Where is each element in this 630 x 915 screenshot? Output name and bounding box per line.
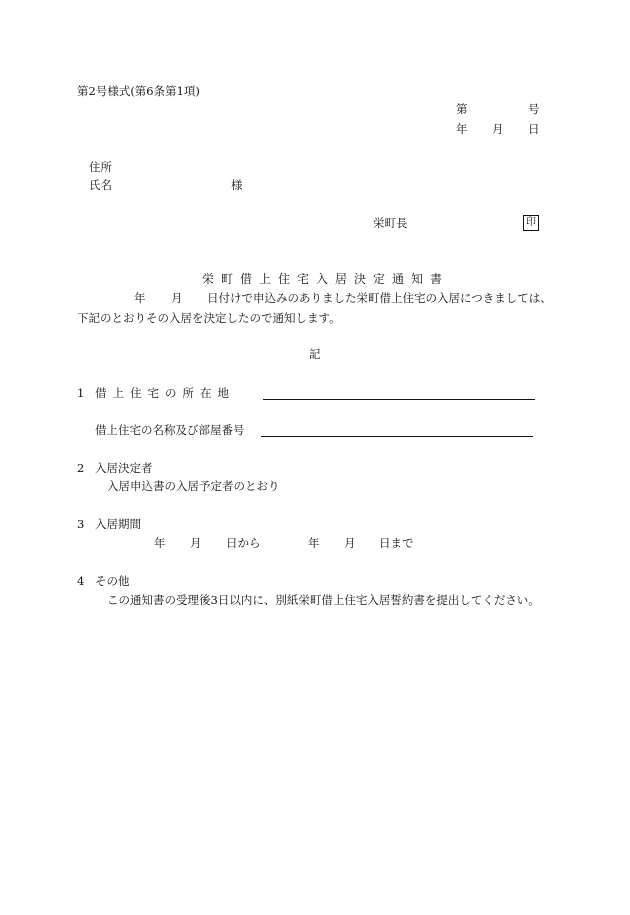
item-4-label: その他 [95,574,130,588]
item-1b-underline [261,436,533,437]
date-day: 日 [528,122,540,136]
honorific: 様 [231,178,243,192]
seal-mark: 印 [523,215,539,231]
document-number-prefix: 第 [456,102,468,116]
item-3-from-day: 日から [226,536,261,550]
item-2-number: 2 [77,461,85,475]
document-number-suffix: 号 [528,102,540,116]
item-4-number: 4 [77,574,85,588]
item-3-to-day: 日まで [379,536,414,550]
item-1-number: 1 [77,386,85,400]
item-3-to-year: 年 [308,536,320,550]
ki-heading: 記 [309,347,321,361]
issuer-title: 栄町長 [373,216,408,230]
item-1b-label: 借上住宅の名称及び部屋番号 [95,423,245,437]
item-2-value: 入居申込書の入居予定者のとおり [107,479,280,493]
item-3-label: 入居期間 [95,517,141,531]
address-label: 住所 [89,160,112,174]
item-1-underline [263,399,535,400]
date-year: 年 [456,122,468,136]
item-3-to-month: 月 [344,536,356,550]
intro-month: 月 [171,291,183,305]
document-title: 栄町借上住宅入居決定通知書 [202,272,450,286]
item-1-label: 借上住宅の所在地 [95,386,235,400]
intro-line-1: 日付けで申込みのありました栄町借上住宅の入居につきましては、 [207,291,552,305]
intro-year: 年 [134,291,146,305]
intro-line-2: 下記のとおりその入居を決定したので通知します。 [77,311,341,325]
item-3-from-month: 月 [190,536,202,550]
item-3-from-year: 年 [154,536,166,550]
item-4-value: この通知書の受理後3日以内に、別紙栄町借上住宅入居誓約書を提出してください。 [107,593,540,607]
item-2-label: 入居決定者 [95,461,153,475]
item-3-number: 3 [77,517,85,531]
name-label: 氏名 [89,178,112,192]
date-month: 月 [492,122,504,136]
form-number-label: 第2号様式(第6条第1項) [77,84,200,98]
